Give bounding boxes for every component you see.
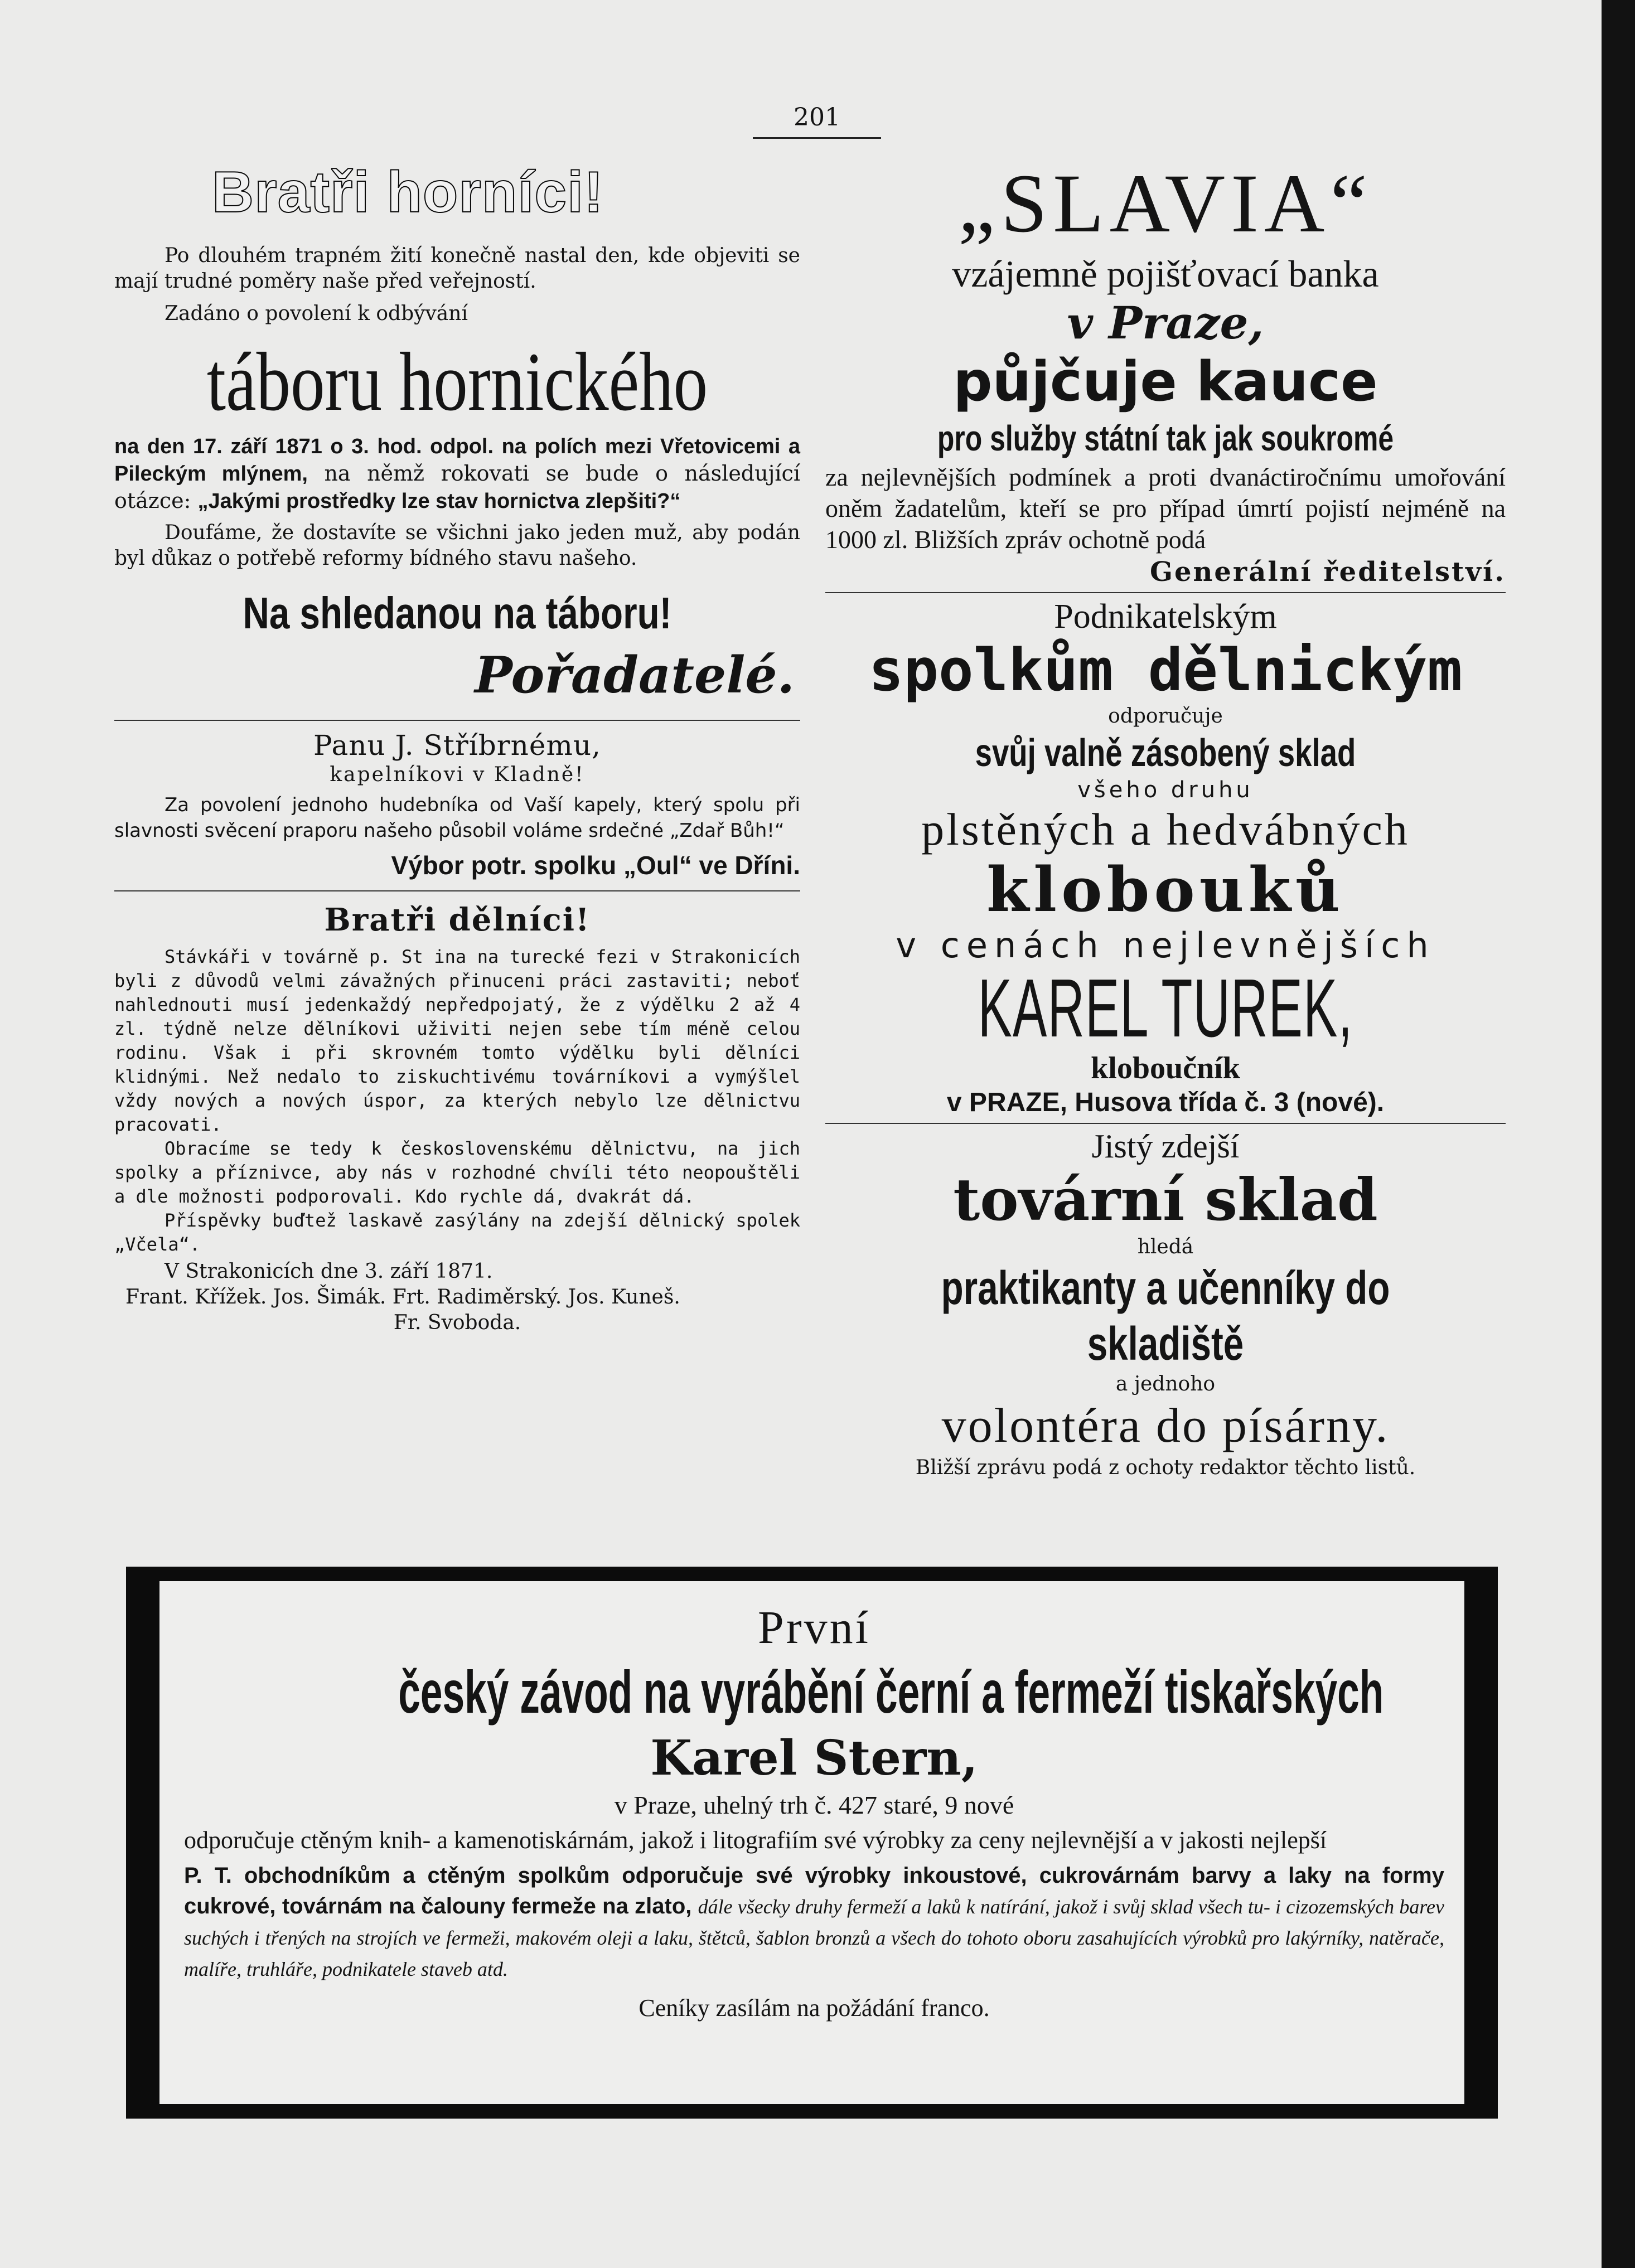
ink-ad-line-2: český závod na vyrábění černí a fermeží tiskařských (398, 1658, 1384, 1726)
divider (825, 1123, 1506, 1124)
miners-farewell: Na shledanou na táboru! (243, 588, 672, 638)
scan-edge (1602, 0, 1635, 2268)
meeting-time-place: na den 17. září 1871 o 3. hod. odpol. na polích mezi Vřetovicemi a Pileckým mlýnem, (114, 435, 800, 486)
slavia-line-2: v Praze, (1067, 297, 1264, 349)
miners-paragraph-3 (114, 433, 800, 515)
ink-ad-line-3: Karel Stern, (650, 1730, 978, 1786)
hats-merchant-address: v PRAZE, Husova třída č. 3 (nové). (946, 1088, 1385, 1117)
hats-line-5: všeho druhu (1077, 777, 1254, 803)
bandmaster-notice (114, 729, 800, 883)
ink-ad-line-1: První (757, 1602, 871, 1654)
ink-ad-paragraph-3: Ceníky zasílám na požádání franco. (638, 1994, 990, 2022)
warehouse-line-2: tovární sklad (953, 1165, 1378, 1234)
hats-line-6: plstěných a hedvábných (921, 804, 1410, 855)
bandmaster-heading: Panu J. Stříbrnému, (313, 729, 601, 762)
warehouse-line-7: Bližší zprávu podá z ochoty redaktor těchto listů. (915, 1456, 1416, 1479)
hats-line-3: odporučuje (1108, 705, 1223, 728)
divider (825, 592, 1506, 593)
warehouse-line-4: praktikanty a učenníky do skladiště (941, 1262, 1390, 1370)
ink-ad-paragraph-2a: P. T. obchodníkům a ctěným spolkům odporučuje své výrobky inkoustové, cukrovárnám barvy a laky na formy cukrové, továrnám na čalouny fermeže na zlato, (184, 1863, 1444, 1918)
ink-ad-paragraph-2b: dále všecky druhy fermeží a laků k natírání, jakož i svůj sklad všech tu- i cizozemských barev suchých i třených na strojích ve fermeži, makovém oleji a laku, štětců, šablon bronzů a všech do tohoto oboru zasahujících výrobků pro lakýrníky, natěrače, malíře, truhláře, podnikatele staveb atd. (184, 1896, 1444, 1980)
meeting-agenda: na němž rokovati se bude o následující otázce: (114, 461, 800, 513)
workers-names: Frant. Křížek. Jos. Šimák. Frt. Radiměrský. Jos. Kuneš. (125, 1286, 680, 1309)
workers-paragraph-3: Příspěvky buďtež laskavě zasýlány na zdejší dělnický spolek „Včela“. (114, 1210, 800, 1255)
warehouse-ad (825, 1127, 1506, 1481)
workers-heading: Bratři dělníci! (324, 902, 591, 938)
hats-merchant-trade: kloboučník (1091, 1051, 1240, 1085)
hats-line-7: klobouků (986, 854, 1344, 925)
hats-line-1: Podnikatelským (1054, 598, 1277, 636)
miners-paragraph-4: Doufáme, že dostavíte se všichni jako jeden muž, aby podán byl důkaz o potřebě reformy bídného stavu našeho. (114, 521, 800, 570)
hats-line-2: spolkům dělnickým (868, 636, 1463, 704)
miners-heading: Bratři horníci! (212, 160, 604, 225)
workers-names-2: Fr. Svoboda. (393, 1311, 521, 1334)
ink-ad-paragraph-1: odporučuje ctěným knih- a kamenotiskárnám, jakož i litografiím své výrobky za ceny nejlevnější a v jakosti nejlepší (184, 1826, 1327, 1854)
warehouse-line-3: hledá (1137, 1235, 1194, 1258)
slavia-line-3: půjčuje kauce (953, 350, 1378, 414)
workers-date: V Strakonicích dne 3. září 1871. (165, 1260, 493, 1283)
bandmaster-signature: Výbor potr. spolku „Oul“ ve Dříni. (391, 851, 800, 880)
slavia-body: za nejlevnějších podmínek a proti dvanáctiročnímu umořování oněm žadatelům, kteří se pro případ úmrtí pojistí nejméně na 1000 zl. Bližších zpráv ochotně podá (825, 463, 1506, 554)
hats-line-8: v cenách nejlevnějších (896, 925, 1435, 966)
hats-merchant-name: KAREL TUREK, (978, 962, 1353, 1054)
ink-ad-line-4: v Praze, uhelný trh č. 427 staré, 9 nové (614, 1791, 1014, 1819)
workers-paragraph-1: Stávkáři v továrně p. St ina na turecké fezi v Strakonicích byli z důvodů velmi závažných přinuceni práci zastaviti; neboť nahlednouti musí jedenkaždý nepředpojatý, že z výdělku 2 až 4 zl. týdně nelze dělníkovi uživiti nejen sebe tím méně celou rodinu. Však i při skrovném tomto výdělku byli dělníci klidnými. Než nedalo to ziskuchtivému továrníkovi a vymýšlel vždy nových a nových úspor, za kterých nebylo lze dělnictvu pracovati. (114, 946, 800, 1135)
slavia-ad (825, 156, 1506, 589)
bandmaster-body: Za povolení jednoho hudebníka od Vaší kapely, který spolu při slavnosti svěcení praporu našeho působil voláme srdečné „Zdař Bůh!“ (114, 794, 800, 842)
warehouse-line-1: Jistý zdejší (1091, 1128, 1240, 1165)
page-number: 201 (753, 103, 881, 139)
bandmaster-subheading: kapelníkovi v Kladně! (330, 763, 585, 786)
ink-factory-ad (184, 1600, 1444, 2023)
warehouse-line-5: a jednoho (1115, 1373, 1216, 1395)
miners-paragraph-1: Po dlouhém trapném žití konečně nastal den, kde objeviti se mají trudné poměry naše před veřejností. (114, 244, 800, 293)
miners-notice (114, 156, 800, 706)
hats-ad (825, 597, 1506, 1120)
hats-line-4: svůj valně zásobený sklad (975, 731, 1356, 774)
left-column (114, 156, 800, 1336)
miners-signature: Pořadatelé. (475, 646, 795, 705)
divider (114, 720, 800, 721)
warehouse-line-6: volontéra do písárny. (941, 1399, 1390, 1453)
divider (114, 890, 800, 891)
slavia-title: „SLAVIA“ (958, 157, 1373, 250)
frame-left-bar (126, 1567, 159, 2119)
slavia-line-4: pro služby státní tak jak soukromé (937, 418, 1394, 458)
workers-paragraph-2: Obracíme se tedy k československému dělnictvu, na jich spolky a příznivce, aby nás v rozhodné chvíli této neopouštěli a dle možnosti podporovali. Kdo rychle dá, dvakrát dá. (114, 1138, 800, 1207)
right-column (825, 156, 1506, 1481)
camp-heading: táboru hornického (206, 336, 708, 428)
slavia-line-1: vzájemně pojišťovací banka (952, 253, 1379, 295)
workers-appeal (114, 899, 800, 1336)
meeting-question: „Jakými prostředky lze stav hornictva zlepšiti?“ (197, 490, 681, 513)
frame-right-bar (1464, 1567, 1498, 2119)
ink-ad-paragraph-2 (184, 1860, 1444, 1984)
miners-paragraph-2: Zadáno o povolení k odbývání (165, 302, 468, 325)
slavia-signature: Generální ředitelství. (1149, 556, 1506, 588)
